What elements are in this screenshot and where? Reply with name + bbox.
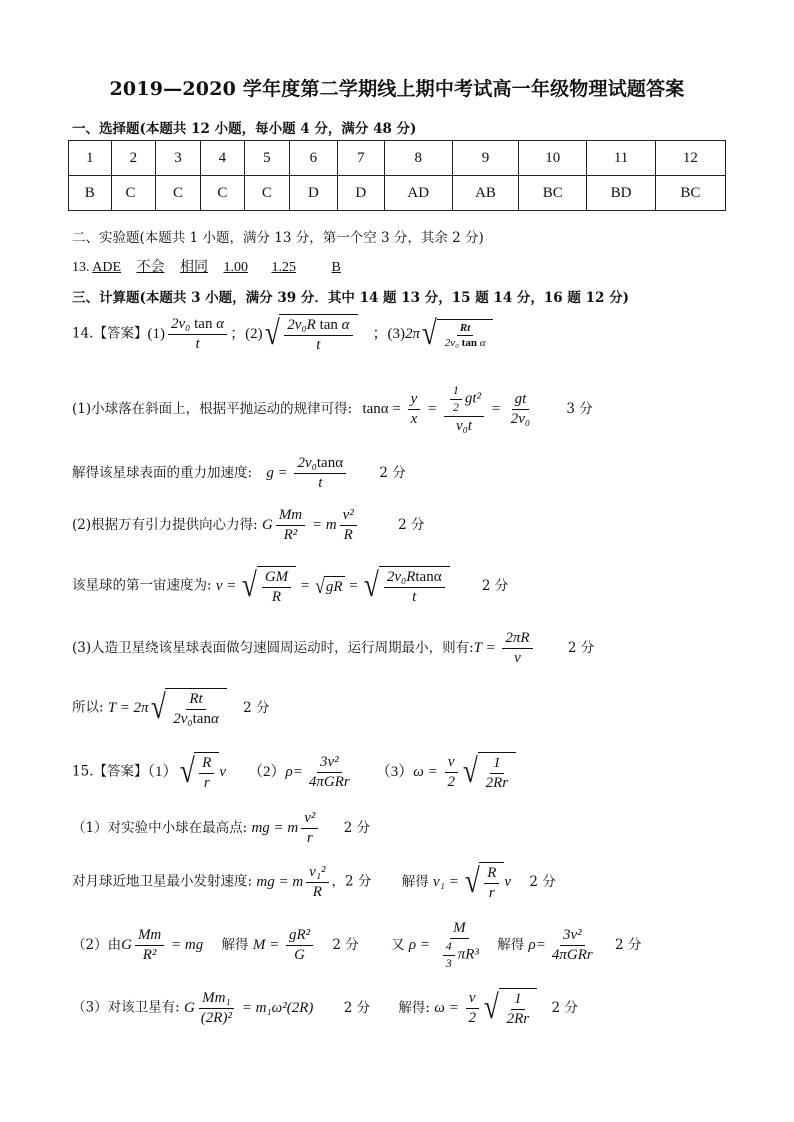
page-title: 2019—2020 学年度第二学期线上期中考试高一年级物理试题答案 [109, 78, 685, 100]
q13-blank: 相同 [180, 260, 209, 275]
again-label: 又 [391, 936, 405, 953]
score-label: ，2 分 [331, 873, 372, 890]
q15-step3-text: （2）由 [72, 936, 122, 953]
q14-formula-T-final: T = 2π √ $\frac{Rt}{\text{2v₀tanα}}$ [108, 700, 227, 716]
section-3-heading: 三、计算题(本题共 3 小题，满分 39 分．其中 14 题 13 分，15 题 14 分，16 题 12 分) [72, 290, 629, 306]
q13-blank: 1.25 [271, 260, 297, 275]
q14-formula-T: T = $\frac{2\pi R}{v}$ [474, 640, 536, 656]
table-cell: BC [519, 176, 587, 211]
table-cell: 5 [245, 141, 289, 176]
q14-formula-answers: (1) $\frac{\text{2v₀ tan α}}{t}$ ；(2) √ $\frac{\text{2v₀R tan α}}{t}$ ；(3)2π √ $\frac{Rt}{\text{2v₀ tan α}}$ [147, 326, 493, 342]
score-label: 2 分 [343, 820, 371, 837]
answer-table [68, 140, 726, 211]
q14-answer-line [72, 314, 493, 355]
table-cell: C [245, 176, 289, 211]
section-2-heading: 二、实验题(本题共 1 小题，满分 13 分，第一个空 3 分，其余 2 分) [72, 230, 484, 246]
q13-blank: 1.00 [223, 260, 249, 275]
q14-step5 [72, 630, 594, 668]
q14-formula-gravity: G $\frac{Mm}{\text{R²}}$ = m $\frac{\text{v²}}{R}$ [262, 517, 360, 533]
q14-step4 [72, 566, 508, 607]
q14-formula-tan: tanα = $\frac{y}{x}$ = $\frac{1}{2}$ gt² v₀t = $\frac{gt}{\text{2v₀}}$ [362, 383, 531, 434]
q14-step5-text: (3)人造卫星绕该星球表面做匀速圆周运动时，运行周期最小，则有: [72, 640, 474, 657]
q14-step3 [72, 507, 424, 545]
q14-step6 [72, 688, 270, 729]
q14-step2-text: 解得该星球表面的重力加速度: [72, 465, 253, 482]
q15-answer-label: 15.【答案】 [72, 763, 148, 780]
score-label: 2 分 [481, 577, 509, 594]
score-label: 2 分 [529, 873, 556, 890]
score-label: 2 分 [398, 517, 425, 534]
q15-step2 [72, 862, 556, 903]
q14-step1 [72, 384, 593, 435]
q15-formula-rho-def: ρ = M $\frac{4}{3}$ πR³ [408, 920, 479, 971]
table-cell: 2 [111, 141, 156, 176]
table-cell: 11 [587, 141, 655, 176]
score-label: 3 分 [566, 400, 593, 417]
score-label: 2 分 [567, 640, 595, 657]
score-label: 2 分 [379, 465, 406, 482]
q15-step4 [72, 988, 578, 1029]
q13-blank: 不会 [136, 260, 165, 275]
table-cell: BD [587, 176, 655, 211]
score-label: 2 分 [343, 999, 371, 1016]
q14-step1-text: (1)小球落在斜面上，根据平抛运动的规律可得: [72, 400, 353, 417]
table-row-answers [69, 176, 726, 211]
table-cell: D [338, 176, 384, 211]
q15-formula-gm: G $\frac{Mm}{\text{R²}}$ = mg [121, 926, 204, 963]
q15-step2-text: 对月球近地卫星最小发射速度: [72, 873, 253, 890]
table-cell: 7 [338, 141, 384, 176]
solve-label: 解得 [497, 936, 525, 953]
solve-label: 解得 [401, 873, 429, 890]
table-cell: 9 [452, 141, 518, 176]
score-label: 2 分 [551, 999, 578, 1016]
table-cell: D [289, 176, 337, 211]
table-cell: C [111, 176, 156, 211]
table-cell: 10 [519, 141, 587, 176]
score-label: 2 分 [615, 936, 642, 953]
table-cell: C [200, 176, 244, 211]
table-row-numbers [69, 141, 726, 176]
q15-step4-text: （3）对该卫星有: [72, 999, 180, 1016]
table-cell: 6 [289, 141, 337, 176]
table-cell: 4 [200, 141, 244, 176]
score-label: 2 分 [243, 699, 270, 716]
q15-answer-line [72, 752, 516, 793]
q13-label: 13. [72, 260, 90, 275]
q14-step3-text: (2)根据万有引力提供向心力得: [72, 517, 258, 534]
q15-formula-rho: ρ= $\frac{\text{3v²}}{\text{4πGRr}}$ [528, 926, 593, 963]
q15-formula-answers: （1） √ $\frac{R}{r}$ v （2）ρ= $\frac{\text{3v²}}{\text{4πGRr}}$ （3）ω = $\frac{v}{2}$ √ $\frac{1}{2Rr}$ [147, 764, 516, 780]
q15-formula-satellite: G $\frac{\text{Mm₁}}{\text{(2R)²}}$ = m₁ω²(2R) [183, 989, 314, 1026]
solve-label: 解得: [398, 999, 430, 1016]
q14-step4-text: 该星球的第一宙速度为: [72, 577, 212, 594]
q15-formula-omega: ω = $\frac{v}{2}$ √ $\frac{1}{2Rr}$ [434, 1000, 537, 1016]
q15-formula-mg: mg = m $\frac{\text{v²}}{r}$ [251, 820, 321, 836]
table-cell: 3 [156, 141, 200, 176]
q15-step3 [72, 920, 641, 971]
q14-answer-label: 14.【答案】 [72, 325, 148, 342]
table-cell: 12 [655, 141, 725, 176]
table-cell: AD [384, 176, 452, 211]
table-cell: 8 [384, 141, 452, 176]
q15-formula-v1: v₁ = √ $\frac{R}{r}$ v [433, 863, 512, 902]
table-cell: BC [655, 176, 725, 211]
q15-formula-mg-v1: mg = m $\frac{\text{v₁²}}{R}$ [256, 874, 331, 890]
table-cell: AB [452, 176, 518, 211]
score-label: 2 分 [332, 936, 359, 953]
q13-blank: ADE [92, 260, 122, 275]
q13-blank: B [331, 260, 341, 275]
q15-step1 [72, 810, 370, 848]
q14-formula-v: v = √ $\frac{GM}{R}$ = √ gR = √ $\frac{\text{2v₀Rtanα}}{t}$ [216, 578, 450, 594]
table-cell: 1 [69, 141, 112, 176]
table-cell: B [69, 176, 112, 211]
q15-step1-text: （1）对实验中小球在最高点: [72, 820, 248, 837]
q14-step6-text: 所以: [72, 699, 104, 716]
q14-formula-g: g = $\frac{\text{2v₀tanα}}{t}$ [266, 465, 349, 481]
q14-step2 [72, 455, 406, 493]
solve-label: 解得 [221, 936, 249, 953]
q15-formula-M: M = $\frac{\text{gR²}}{G}$ [253, 937, 316, 953]
q13-answers [72, 256, 361, 276]
table-cell: C [156, 176, 200, 211]
section-1-heading: 一、选择题(本题共 12 小题，每小题 4 分，满分 48 分) [72, 121, 417, 137]
